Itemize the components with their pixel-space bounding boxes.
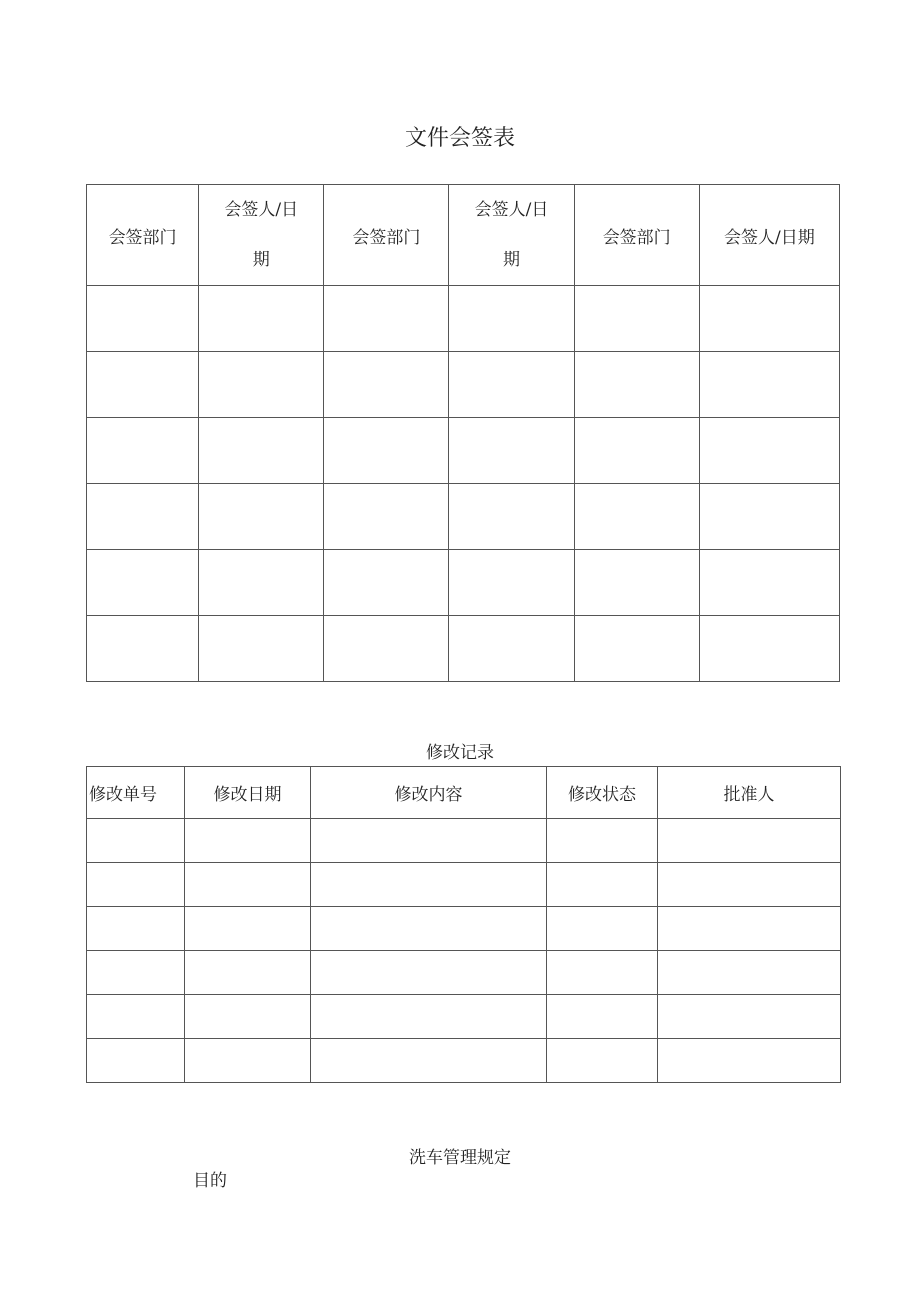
table-cell <box>658 951 841 995</box>
table-cell <box>87 484 199 550</box>
table-cell <box>699 352 839 418</box>
table-cell <box>574 286 699 352</box>
rule-title: 洗车管理规定 <box>409 1148 511 1168</box>
signoff-row <box>87 286 840 352</box>
table-cell <box>658 819 841 863</box>
table-cell <box>658 907 841 951</box>
table-cell <box>311 863 547 907</box>
signoff-header-signer: 会签人/日期 <box>449 185 574 286</box>
table-cell <box>699 418 839 484</box>
table-cell <box>87 550 199 616</box>
table-cell <box>574 550 699 616</box>
table-cell <box>199 550 324 616</box>
table-cell <box>449 418 574 484</box>
table-cell <box>87 1039 185 1083</box>
revision-header-date: 修改日期 <box>185 767 311 819</box>
table-cell <box>185 907 311 951</box>
table-cell <box>547 995 658 1039</box>
table-cell <box>185 863 311 907</box>
table-cell <box>311 951 547 995</box>
table-cell <box>699 550 839 616</box>
table-cell <box>87 418 199 484</box>
table-cell <box>547 951 658 995</box>
signoff-header-dept: 会签部门 <box>574 185 699 286</box>
table-cell <box>547 907 658 951</box>
signoff-header-row <box>87 185 840 286</box>
table-cell <box>87 352 199 418</box>
table-cell <box>449 484 574 550</box>
revision-row <box>87 863 841 907</box>
signoff-header-signer: 会签人/日期 <box>199 185 324 286</box>
signoff-table <box>86 184 840 682</box>
revision-title: 修改记录 <box>426 743 494 763</box>
table-cell <box>185 1039 311 1083</box>
table-cell <box>324 484 449 550</box>
revision-row <box>87 1039 841 1083</box>
signoff-row <box>87 352 840 418</box>
table-cell <box>199 418 324 484</box>
table-cell <box>449 550 574 616</box>
table-cell <box>547 863 658 907</box>
table-cell <box>199 352 324 418</box>
table-cell <box>574 418 699 484</box>
revision-table <box>86 766 841 1083</box>
table-cell <box>87 819 185 863</box>
table-cell <box>87 951 185 995</box>
revision-header-number: 修改单号 <box>87 767 185 819</box>
signoff-row <box>87 484 840 550</box>
signoff-row <box>87 418 840 484</box>
table-cell <box>311 995 547 1039</box>
table-cell <box>547 819 658 863</box>
table-cell <box>449 352 574 418</box>
table-cell <box>574 352 699 418</box>
table-cell <box>324 616 449 682</box>
signoff-row <box>87 616 840 682</box>
table-cell <box>185 995 311 1039</box>
signoff-header-dept: 会签部门 <box>324 185 449 286</box>
table-cell <box>324 352 449 418</box>
page-title: 文件会签表 <box>404 126 515 151</box>
table-cell <box>311 819 547 863</box>
table-cell <box>87 995 185 1039</box>
revision-header-status: 修改状态 <box>547 767 658 819</box>
table-cell <box>199 286 324 352</box>
table-cell <box>449 286 574 352</box>
table-cell <box>185 819 311 863</box>
revision-header-approver: 批准人 <box>658 767 841 819</box>
table-cell <box>547 1039 658 1083</box>
table-cell <box>449 616 574 682</box>
table-cell <box>658 1039 841 1083</box>
table-cell <box>658 863 841 907</box>
table-cell <box>324 418 449 484</box>
signoff-row <box>87 550 840 616</box>
table-cell <box>199 484 324 550</box>
revision-row <box>87 907 841 951</box>
table-cell <box>324 286 449 352</box>
table-cell <box>87 616 199 682</box>
table-cell <box>87 907 185 951</box>
table-cell <box>658 995 841 1039</box>
table-cell <box>199 616 324 682</box>
signoff-header-dept: 会签部门 <box>87 185 199 286</box>
revision-header-row <box>87 767 841 819</box>
table-cell <box>87 286 199 352</box>
revision-row <box>87 819 841 863</box>
section-heading-purpose: 目的 <box>193 1171 227 1191</box>
table-cell <box>311 907 547 951</box>
table-cell <box>87 863 185 907</box>
table-cell <box>324 550 449 616</box>
revision-row <box>87 951 841 995</box>
table-cell <box>699 286 839 352</box>
table-cell <box>185 951 311 995</box>
table-cell <box>574 616 699 682</box>
table-cell <box>574 484 699 550</box>
table-cell <box>699 484 839 550</box>
revision-row <box>87 995 841 1039</box>
table-cell <box>699 616 839 682</box>
table-cell <box>311 1039 547 1083</box>
signoff-header-signer: 会签人/日期 <box>699 185 839 286</box>
revision-header-content: 修改内容 <box>311 767 547 819</box>
